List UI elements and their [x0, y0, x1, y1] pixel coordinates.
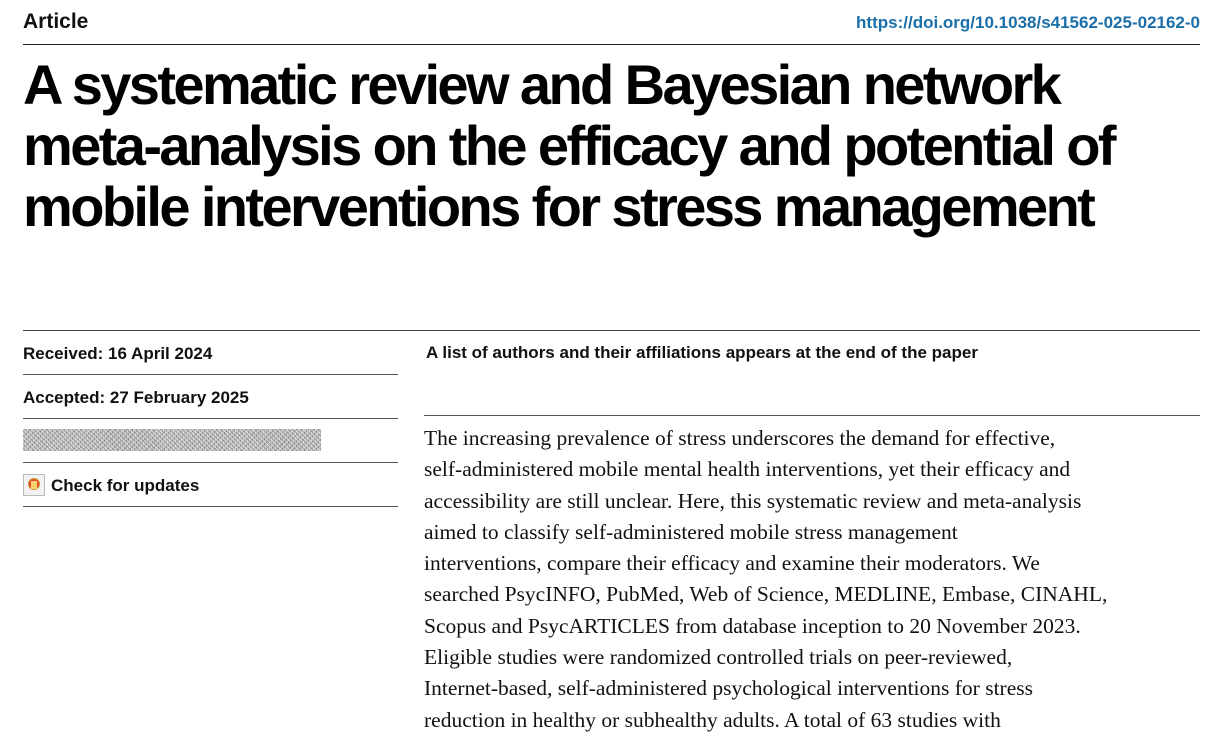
check-updates-row[interactable] [23, 463, 398, 507]
abstract-text [424, 423, 1200, 736]
abstract-line: reduction in healthy or subhealthy adults. A total of 63 studies with [424, 707, 1001, 732]
article-title [23, 54, 1200, 237]
title-line-3: mobile interventions for stress management [23, 175, 1094, 238]
abstract-line: searched PsycINFO, PubMed, Web of Science, MEDLINE, Embase, CINAHL, [424, 582, 1108, 607]
article-metadata [23, 331, 398, 507]
redacted-row [23, 419, 398, 463]
abstract-line: interventions, compare their efficacy and examine their moderators. We [424, 551, 1040, 576]
abstract-line: self-administered mobile mental health interventions, yet their efficacy and [424, 457, 1071, 482]
abstract-line: accessibility are still unclear. Here, this systematic review and meta-analysis [424, 488, 1082, 513]
accepted-date: Accepted: 27 February 2025 [23, 388, 249, 407]
article-type-label: Article [23, 10, 89, 33]
check-updates-link[interactable]: Check for updates [51, 476, 200, 495]
article-page [23, 0, 1200, 734]
abstract-line: aimed to classify self-administered mobile stress management [424, 519, 958, 544]
abstract-line: Scopus and PsycARTICLES from database inception to 20 November 2023. [424, 613, 1081, 638]
received-date-row [23, 331, 398, 375]
received-date: Received: 16 April 2024 [23, 344, 213, 363]
abstract-line: The increasing prevalence of stress underscores the demand for effective, [424, 426, 1056, 450]
article-header [23, 8, 1200, 38]
title-line-1: A systematic review and Bayesian network [23, 53, 1060, 116]
redacted-block [23, 429, 321, 451]
check-updates-icon[interactable] [23, 474, 45, 496]
authors-affiliations-note: A list of authors and their affiliations appears at the end of the paper [426, 343, 978, 362]
abstract-line: Eligible studies were randomized controlled trials on peer-reviewed, [424, 645, 1013, 670]
title-line-2: meta-analysis on the efficacy and potential of [23, 114, 1114, 177]
abstract-divider [424, 415, 1200, 416]
doi-link[interactable]: https://doi.org/10.1038/s41562-025-02162-0 [856, 13, 1200, 32]
header-divider [23, 44, 1200, 45]
accepted-date-row [23, 375, 398, 419]
abstract-line: Internet-based, self-administered psychological interventions for stress [424, 676, 1033, 701]
